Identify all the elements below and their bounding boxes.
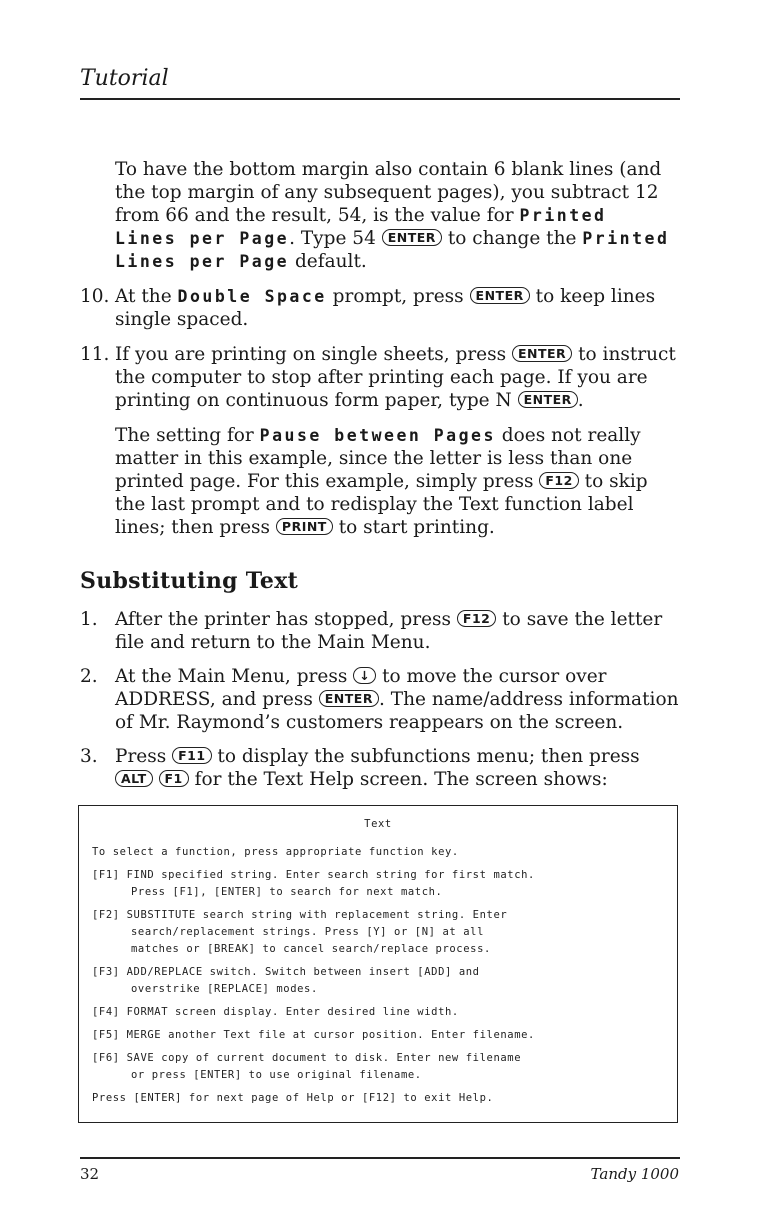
f12-key: F12	[457, 610, 496, 627]
screen-line: [F2] SUBSTITUTE search string with replacement string. Enter	[92, 909, 508, 921]
f11-key: F11	[172, 747, 211, 764]
field-name: Printed Lines per Page	[115, 229, 670, 271]
screen-line: Press [F1], [ENTER] to search for next match.	[131, 886, 443, 898]
step-text: . The name/address information of Mr. Raymond’s customers reappears on the screen.	[115, 689, 679, 733]
enter-key: ENTER	[319, 690, 379, 707]
screen-line: [F6] SAVE copy of current document to disk. Enter new filename	[92, 1052, 522, 1064]
screen-line: overstrike [REPLACE] modes.	[131, 983, 318, 995]
help-screen	[78, 805, 678, 1123]
screen-line: Press [ENTER] for next page of Help or [F12] to exit Help.	[92, 1092, 494, 1104]
footer-rule	[80, 1157, 680, 1159]
screen-line: matches or [BREAK] to cancel search/replace process.	[131, 943, 491, 955]
step-text: to move the cursor over ADDRESS, and press	[115, 666, 607, 710]
enter-key: ENTER	[470, 287, 530, 304]
step-text: to instruct the computer to stop after printing each page. If you are printing on continuous form paper, type N	[115, 344, 676, 411]
field-name: Printed Lines per Page	[115, 206, 607, 248]
step-text: Press	[115, 746, 173, 767]
book-title: Tandy 1000	[590, 1165, 679, 1183]
pause-text: The setting for	[115, 425, 260, 446]
step-text: for the Text Help screen. The screen shows:	[188, 769, 608, 790]
print-key: PRINT	[276, 518, 333, 535]
pause-paragraph	[115, 424, 679, 539]
step-text: If you are printing on single sheets, press	[115, 344, 512, 365]
pause-text: does not really matter in this example, since the letter is less than one printed page. For this example, simply press	[115, 425, 641, 492]
step-number: 3.	[80, 746, 98, 767]
pause-text: to skip the last prompt and to redisplay the Text function label lines; then press	[115, 471, 648, 538]
step-text: At the	[115, 286, 178, 307]
step-10-text	[115, 285, 679, 331]
intro-paragraph	[115, 158, 679, 273]
step-3-text	[115, 745, 679, 791]
step-2-text	[115, 665, 679, 734]
screen-line: [F4] FORMAT screen display. Enter desired line width.	[92, 1006, 459, 1018]
intro-text-b: . Type 54	[289, 228, 382, 249]
down-arrow-key: ↓	[353, 667, 376, 684]
step-1-text	[115, 608, 679, 654]
alt-key: ALT	[115, 770, 153, 787]
pause-text: to start printing.	[332, 517, 495, 538]
section-heading: Substituting Text	[80, 568, 299, 594]
step-text: At the Main Menu, press	[115, 666, 354, 687]
step-number: 11.	[80, 344, 110, 365]
step-number: 1.	[80, 609, 98, 630]
running-head: Tutorial	[80, 66, 169, 91]
enter-key: ENTER	[518, 391, 578, 408]
step-text: .	[577, 390, 584, 411]
step-text: After the printer has stopped, press	[115, 609, 457, 630]
intro-text-a: To have the bottom margin also contain 6 blank lines (and the top margin of any subsequent pages), you subtract 12 from 66 and the result, 54, is the value for	[115, 159, 662, 226]
screen-line: [F3] ADD/REPLACE switch. Switch between insert [ADD] and	[92, 966, 480, 978]
screen-line: or press [ENTER] to use original filename.	[131, 1069, 422, 1081]
field-name: Pause between Pages	[259, 426, 496, 445]
enter-key: ENTER	[382, 229, 442, 246]
header-rule	[80, 98, 680, 100]
f12-key: F12	[539, 472, 578, 489]
step-text: to keep lines single spaced.	[115, 286, 656, 330]
step-text: to save the letter file and return to the Main Menu.	[115, 609, 663, 653]
step-number: 2.	[80, 666, 98, 687]
field-name: Double Space	[177, 287, 327, 306]
enter-key: ENTER	[512, 345, 572, 362]
screen-line: [F1] FIND specified string. Enter search string for first match.	[92, 869, 535, 881]
screen-line: [F5] MERGE another Text file at cursor position. Enter filename.	[92, 1029, 535, 1041]
intro-text-c: to change the	[441, 228, 583, 249]
page-number: 32	[80, 1165, 100, 1183]
screen-line: search/replacement strings. Press [Y] or [N] at all	[131, 926, 484, 938]
step-11-text	[115, 343, 679, 412]
screen-title: Text	[364, 818, 392, 830]
f1-key: F1	[159, 770, 189, 787]
intro-text-d: default.	[289, 251, 367, 272]
step-number: 10.	[80, 286, 110, 307]
screen-line: To select a function, press appropriate function key.	[92, 846, 459, 858]
step-text: prompt, press	[326, 286, 470, 307]
step-text: to display the subfunctions menu; then press	[211, 746, 640, 767]
